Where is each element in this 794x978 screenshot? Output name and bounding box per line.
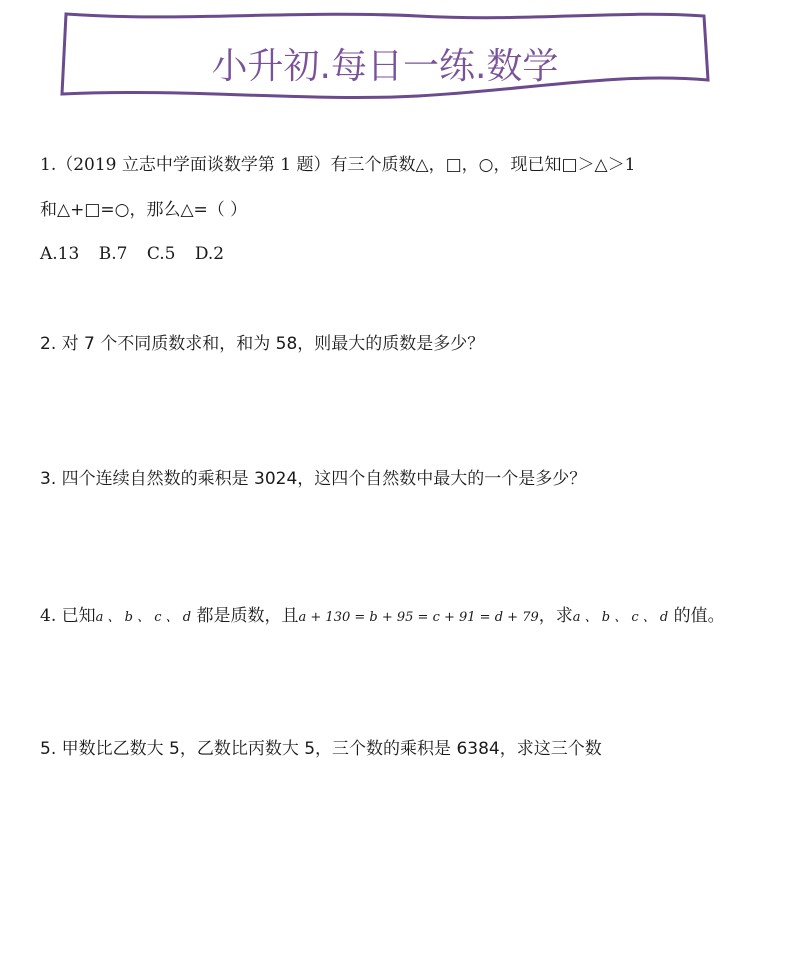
question-5: 5. 甲数比乙数大 5，乙数比丙数大 5，三个数的乘积是 6384，求这三个数 [40, 739, 602, 759]
question-4-vars-2: a 、 b 、 c 、 d [572, 610, 669, 625]
question-3: 3. 四个连续自然数的乘积是 3024，这四个自然数中最大的一个是多少？ [40, 469, 587, 489]
question-4-equation: a + 130 = b + 95 = c + 91 = d + 79 [298, 610, 539, 625]
option-a: A.13 [40, 244, 80, 264]
question-4-mid: 都是质数，且 [191, 606, 299, 626]
question-4-suffix-2: 的值。 [668, 606, 725, 626]
question-4-suffix-1: ，求 [538, 606, 573, 626]
question-4-prefix: 4. 已知 [40, 606, 96, 626]
question-4-vars: a 、 b 、 c 、 d [95, 610, 192, 625]
question-2: 2. 对 7 个不同质数求和，和为 58，则最大的质数是多少？ [40, 334, 485, 354]
question-4 [40, 606, 725, 628]
question-1-line-1: 1.（2019 立志中学面谈数学第 1 题）有三个质数△，□，○，现已知□＞△＞1 [40, 155, 636, 175]
page-title: 小升初.每日一练.数学 [211, 46, 559, 87]
title-banner [58, 8, 712, 104]
option-d: D.2 [194, 244, 225, 264]
question-1-options [40, 244, 238, 264]
question-1-line-2: 和△+□=○，那么△=（ ） [40, 200, 248, 220]
option-c: C.5 [146, 244, 176, 264]
option-b: B.7 [98, 244, 128, 264]
